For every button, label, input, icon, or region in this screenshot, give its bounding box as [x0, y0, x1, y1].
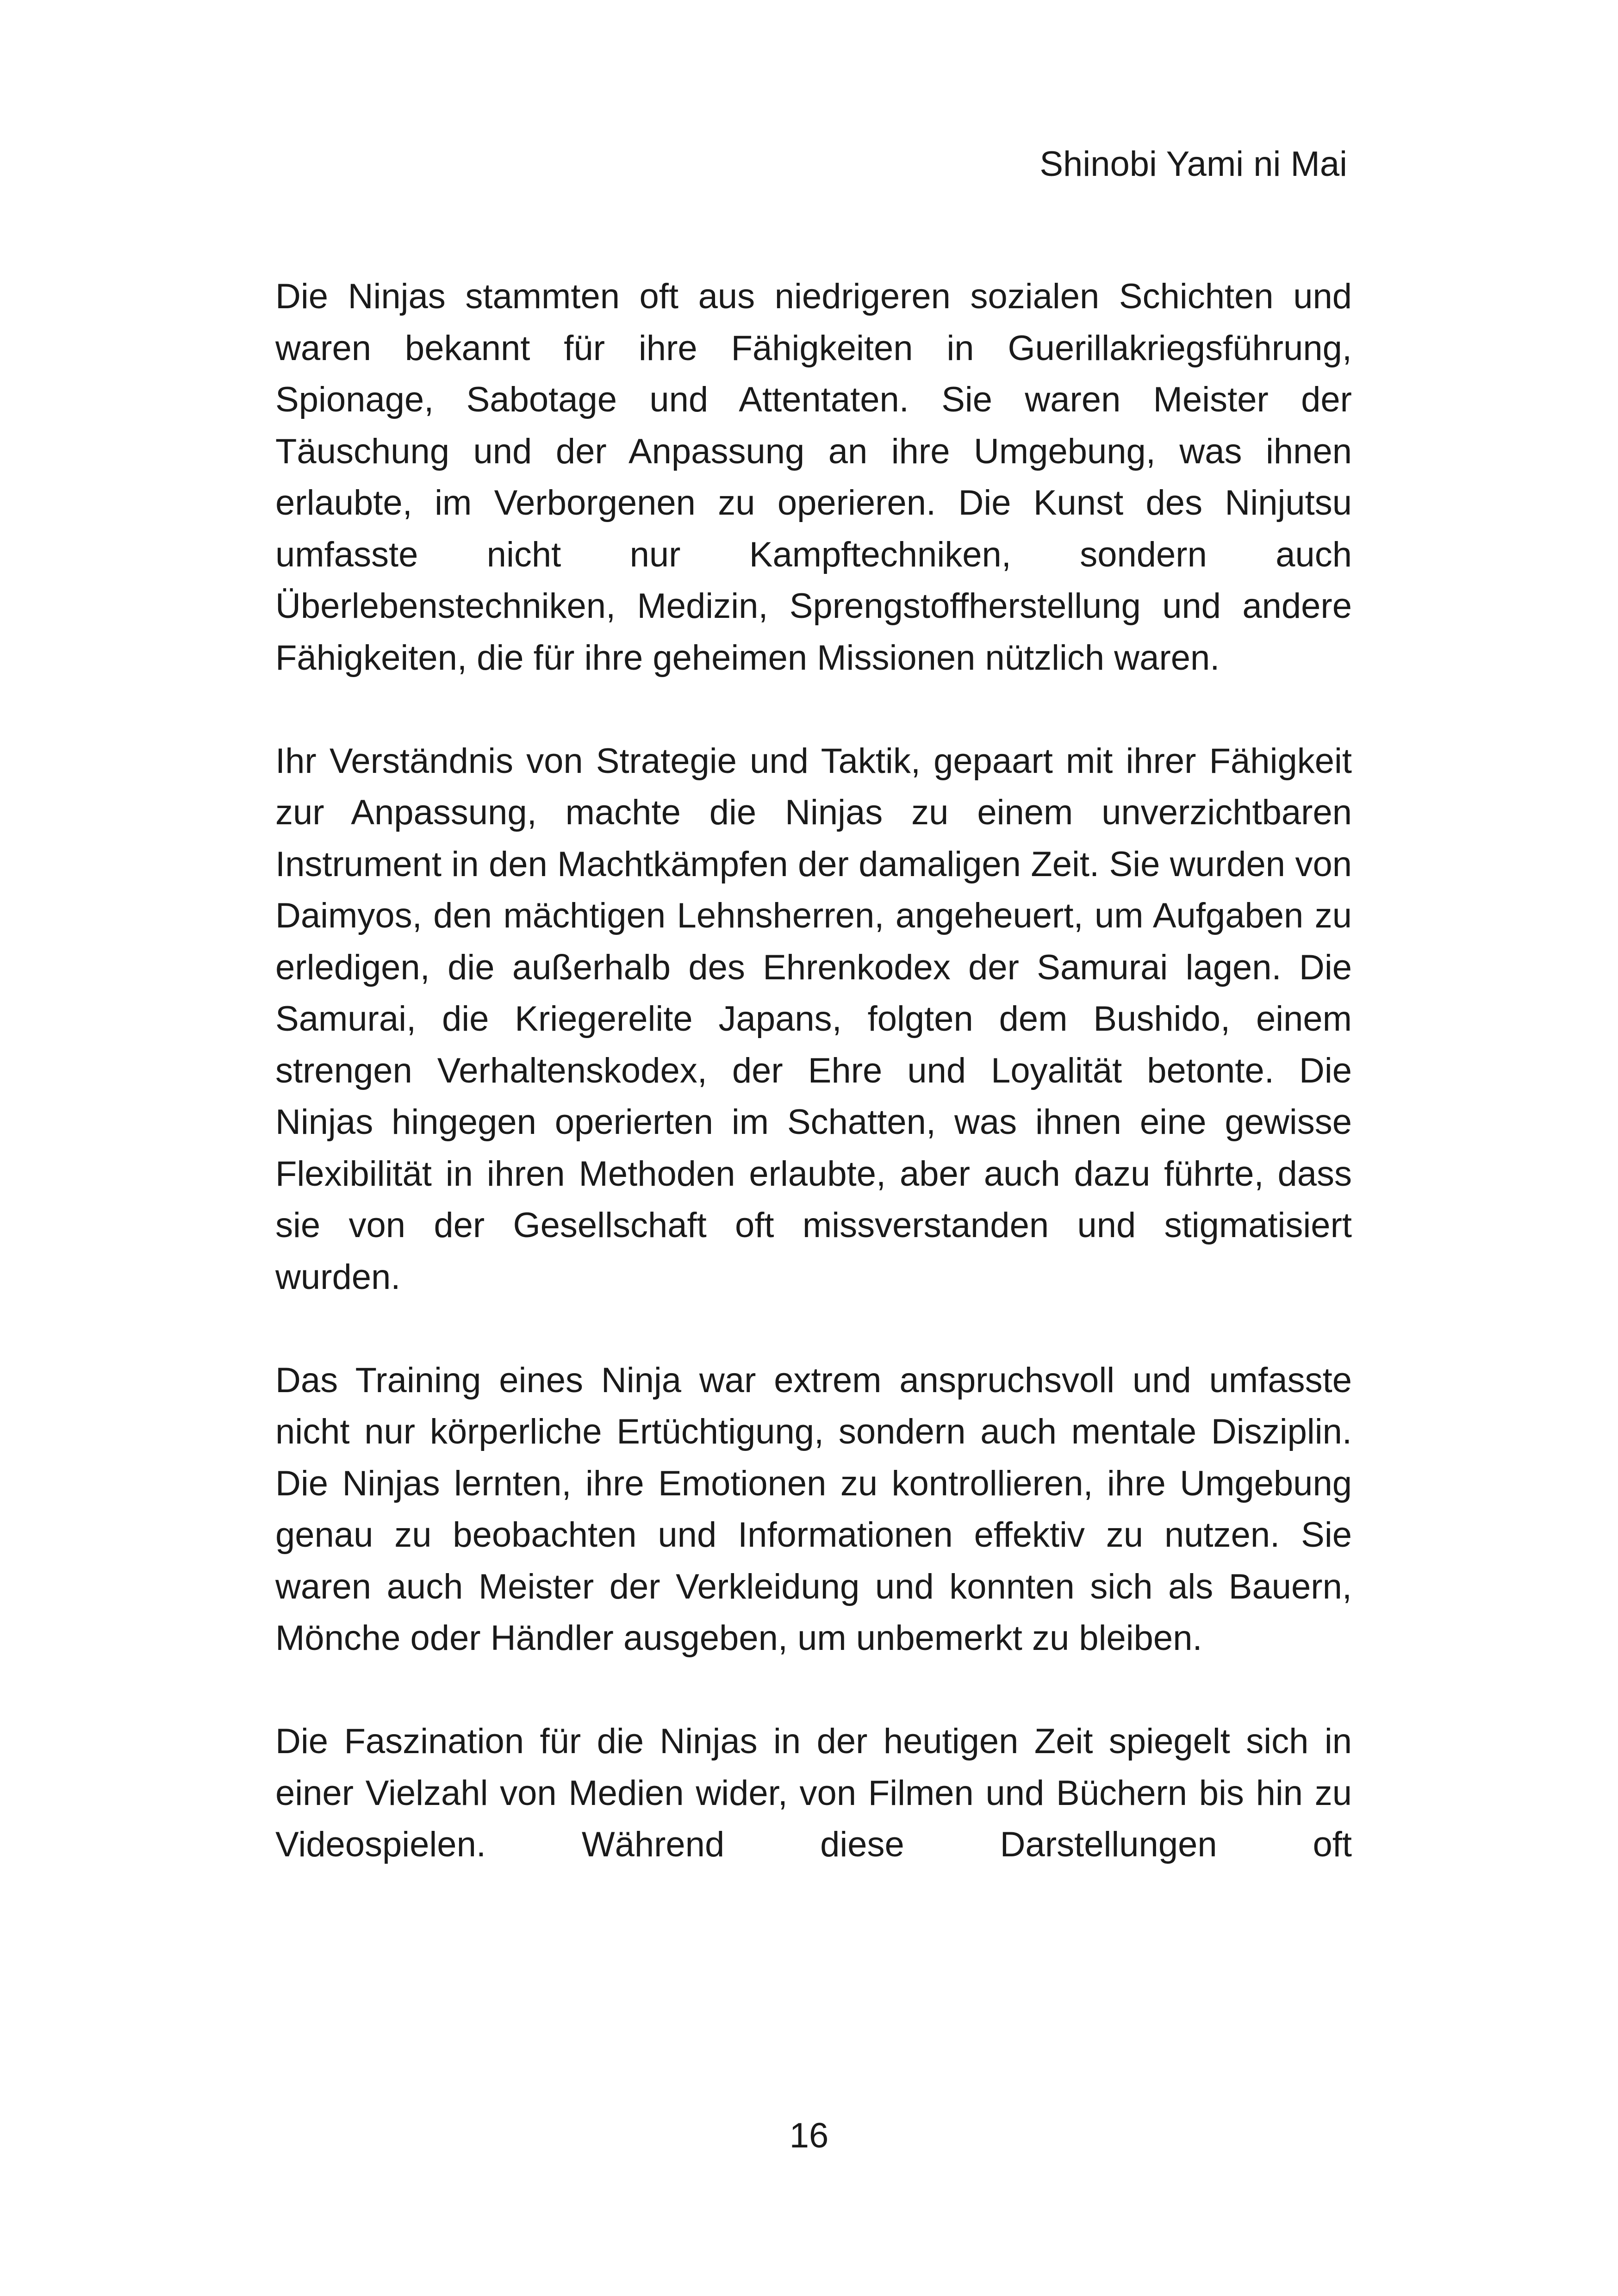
paragraph-1: Die Ninjas stammten oft aus niedrigeren sozialen Schichten und waren bekannt für ihre Fähigkeiten in Guerillakriegsführung, Spionage, Sabotage und Attentaten. Sie waren Meister der Täuschung und der Anpassung an ihre Umgebung, was ihnen erlaubte, im Verborgenen zu operieren. Die Kunst des Ninjutsu umfasste nicht nur Kampftechniken, sondern auch Überlebenstechniken, Medizin, Sprengstoffherstellung und andere Fähigkeiten, die für ihre geheimen Missionen nützlich waren.	[275, 277, 1352, 678]
paragraph-3: Das Training eines Ninja war extrem anspruchsvoll und umfasste nicht nur körperliche Ertüchtigung, sondern auch mentale Disziplin. Die Ninjas lernten, ihre Emotionen zu kontrollieren, ihre Umgebung genau zu beobachten und Informationen effektiv zu nutzen. Sie waren auch Meister der Verkleidung und konnten sich als Bauern, Mönche oder Händler ausgeben, um unbemerkt zu bleiben.	[275, 1360, 1352, 1658]
page-number: 16	[789, 2116, 829, 2155]
body-text	[275, 271, 1352, 1871]
paragraph-4: Die Faszination für die Ninjas in der heutigen Zeit spiegelt sich in einer Vielzahl von Medien wider, von Filmen und Büchern bis hin zu Videospielen. Während diese Darstellungen oft	[275, 1722, 1352, 1864]
paragraph-2: Ihr Verständnis von Strategie und Taktik, gepaart mit ihrer Fähigkeit zur Anpassung, machte die Ninjas zu einem unverzichtbaren Instrument in den Machtkämpfen der damaligen Zeit. Sie wurden von Daimyos, den mächtigen Lehnsherren, angeheuert, um Aufgaben zu erledigen, die außerhalb des Ehrenkodex der Samurai lagen. Die Samurai, die Kriegerelite Japans, folgten dem Bushido, einem strengen Verhaltenskodex, der Ehre und Loyalität betonte. Die Ninjas hingegen operierten im Schatten, was ihnen eine gewisse Flexibilität in ihren Methoden erlaubte, aber auch dazu führte, dass sie von der Gesellschaft oft missverstanden und stigmatisiert wurden.	[275, 741, 1352, 1297]
running-header-title: Shinobi Yami ni Mai	[1039, 144, 1347, 184]
